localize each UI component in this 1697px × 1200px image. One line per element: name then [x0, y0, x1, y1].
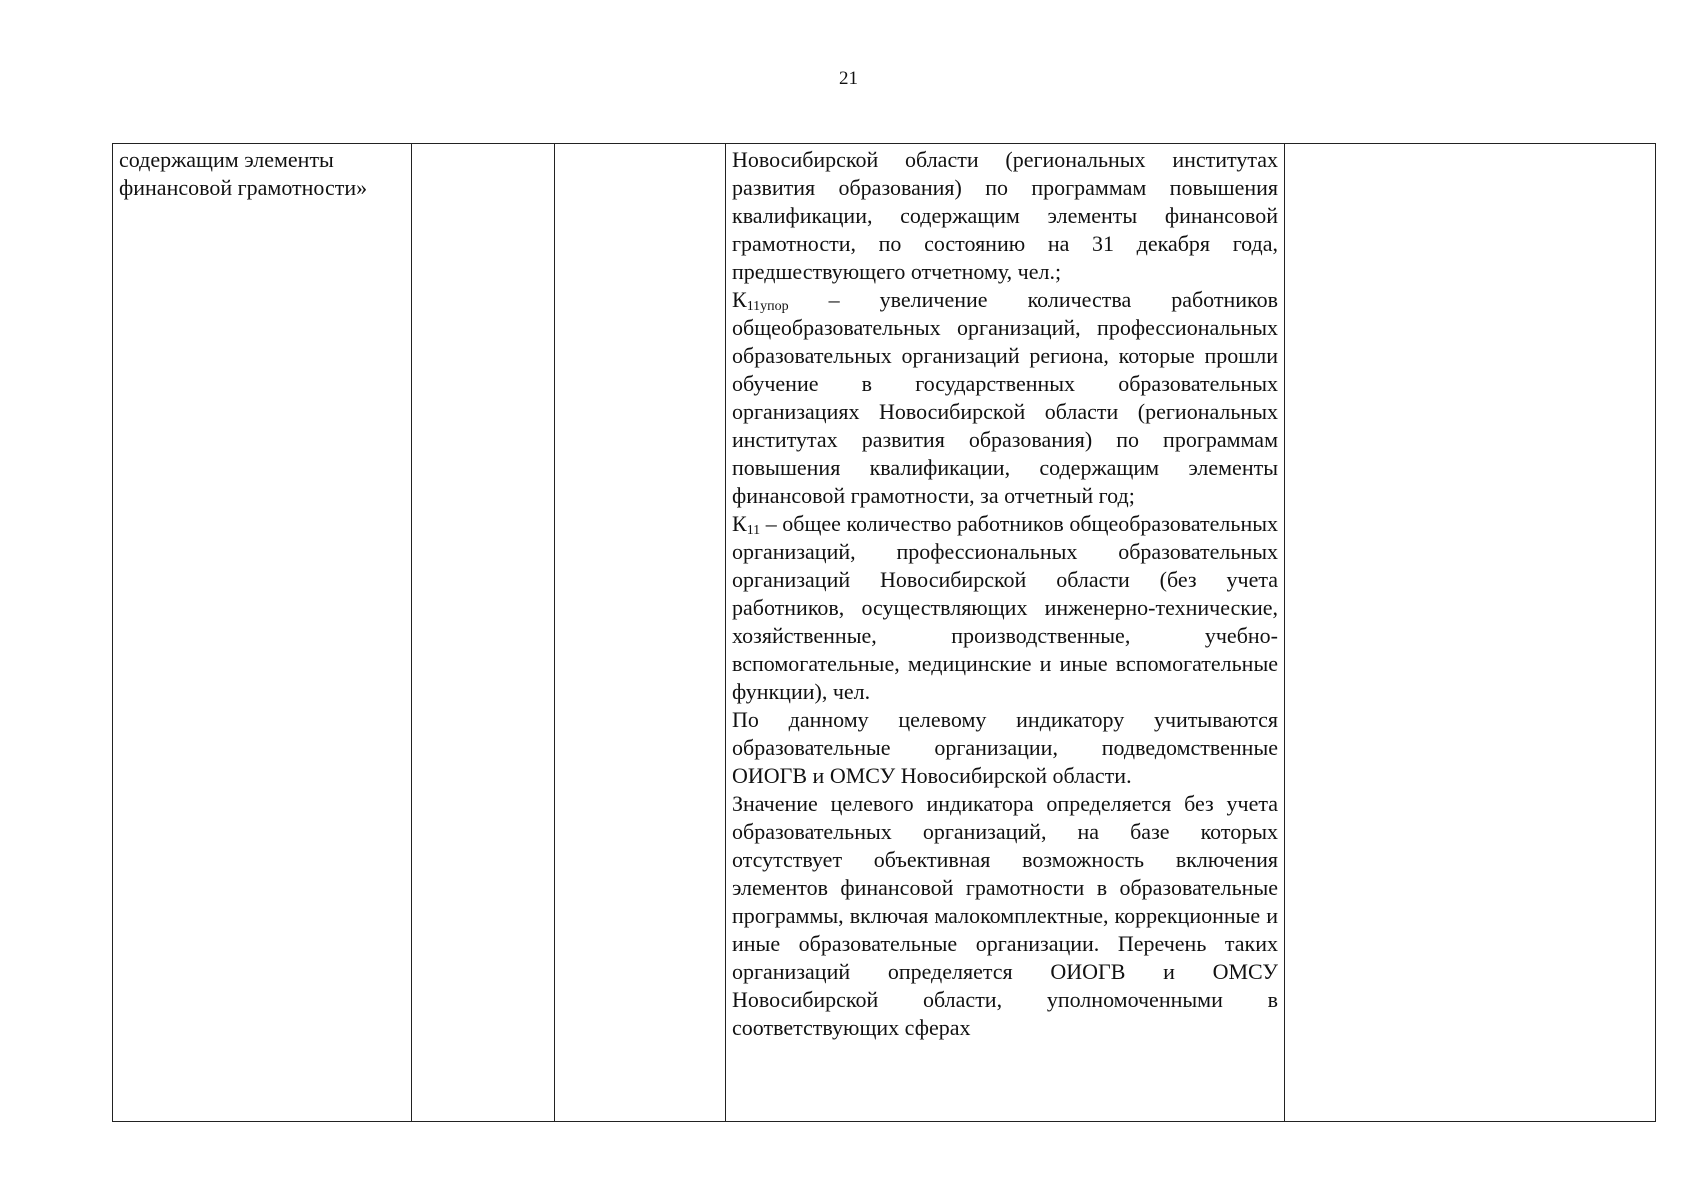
method-paragraph-5: Значение целевого индикатора определяется без учета образовательных организаций, на базе которых отсутствует объективная возможность включения элементов финансовой грамотности в образовательные программы, включая малокомплектные, коррекционные и иные образовательные организации. Перечень таких организаций определяется ОИОГВ и ОМСУ Новосибирской области, уполномоченными в соответствующих сферах	[732, 791, 1278, 1040]
variable-symbol: К	[732, 511, 747, 536]
variable-definition: – увеличение количества работников общеобразовательных организаций, профессиональных образовательных организаций региона, которые прошли обучение в государственных образовательных организациях Новосибирской области (региональных институтах развития образования) по программам повышения квалификации, содержащим элементы финансовой грамотности, за отчетный год;	[732, 287, 1278, 508]
method-paragraph-2	[732, 286, 1278, 510]
empty-cell-2	[412, 144, 555, 1122]
method-paragraph-3	[732, 510, 1278, 706]
method-paragraph-4: По данному целевому индикатору учитываются образовательные организации, подведомственные ОИОГВ и ОМСУ Новосибирской области.	[732, 707, 1278, 788]
indicator-name-cell	[113, 144, 412, 1122]
calculation-method-cell	[726, 144, 1285, 1122]
indicator-table	[112, 143, 1656, 1122]
table-row	[113, 144, 1656, 1122]
empty-cell-3	[555, 144, 726, 1122]
empty-cell-5	[1285, 144, 1656, 1122]
indicator-name-text: содержащим элементы финансовой грамотности»	[119, 147, 368, 200]
variable-subscript: 11упор	[746, 299, 789, 314]
variable-subscript: 11	[746, 523, 761, 538]
variable-definition: – общее количество работников общеобразовательных организаций, профессиональных образовательных организаций Новосибирской области (без учета работников, осуществляющих инженерно-технические, хозяйственные, производственные, учебно-вспомогательные, медицинские и иные вспомогательные функции), чел.	[732, 511, 1278, 704]
method-paragraph-1: Новосибирской области (региональных институтах развития образования) по программам повышения квалификации, содержащим элементы финансовой грамотности, по состоянию на 31 декабря года, предшествующего отчетному, чел.;	[732, 147, 1278, 284]
page-number: 21	[839, 68, 858, 89]
variable-symbol: К	[732, 287, 747, 312]
